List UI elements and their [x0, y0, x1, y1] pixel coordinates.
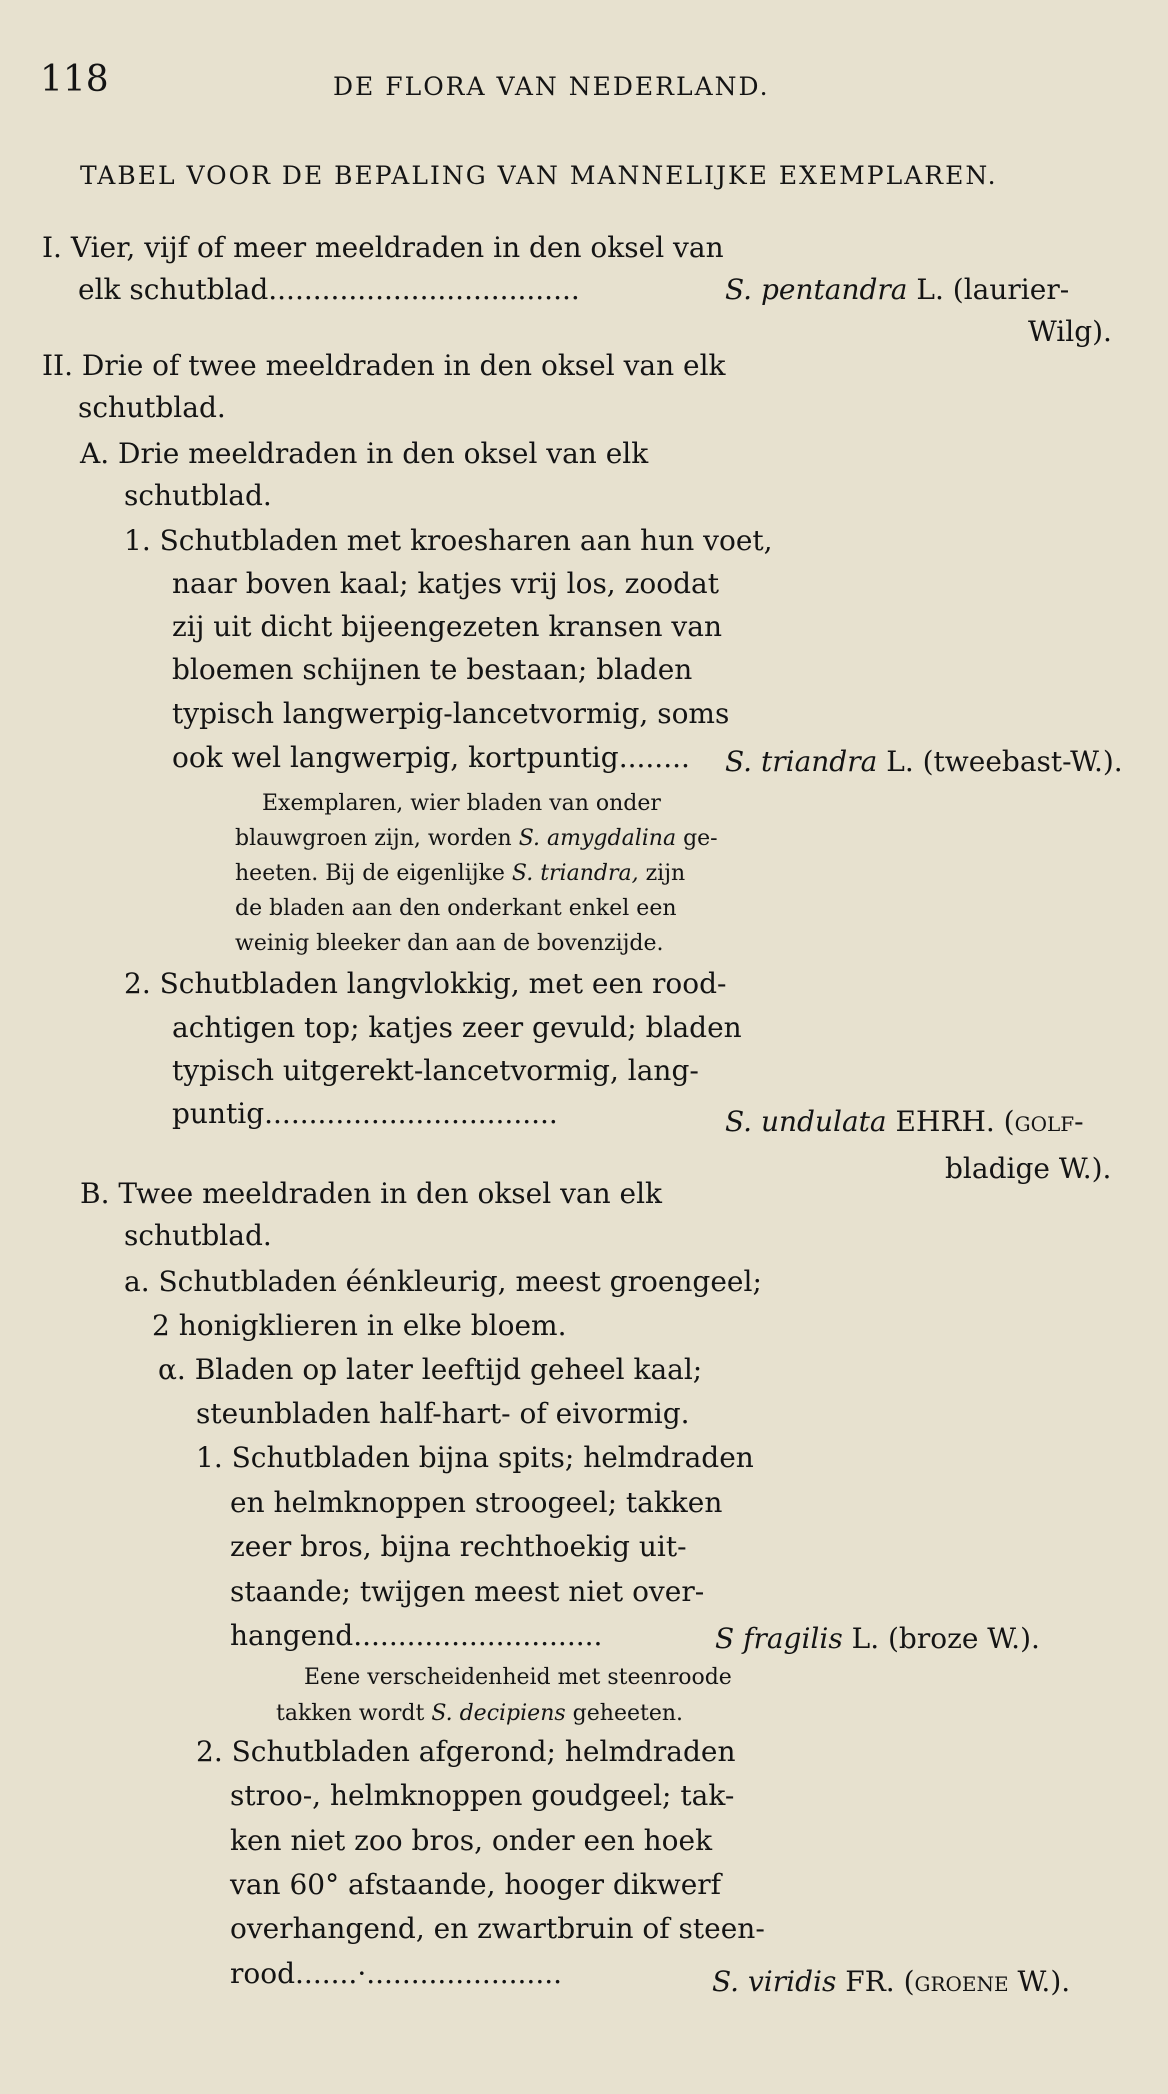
- key-line: a. Schutbladen éénkleurig, meest groengeel;: [124, 1265, 762, 1298]
- note-line: blauwgroen zijn, worden S. amygdalina ge-: [235, 826, 718, 851]
- running-title: DE FLORA VAN NEDERLAND.: [333, 72, 770, 101]
- species-name: S. undulata: [725, 1105, 887, 1138]
- key-line: ken niet zoo bros, onder een hoek: [230, 1824, 713, 1857]
- page-number: 118: [40, 59, 109, 100]
- note-line: weinig bleeker dan aan de bovenzijde.: [235, 931, 664, 956]
- key-line: naar boven kaal; katjes vrij los, zoodat: [172, 567, 719, 600]
- key-line: achtigen top; katjes zeer gevuld; bladen: [172, 1011, 742, 1044]
- key-line: overhangend, en zwartbruin of steen-: [230, 1912, 765, 1945]
- key-line: 1. Schutbladen met kroesharen aan hun voet,: [124, 524, 773, 557]
- species-entry: [725, 745, 1123, 778]
- note-line: Exemplaren, wier bladen van onder: [262, 791, 661, 816]
- species-name: S. pentandra: [725, 273, 908, 306]
- species-entry: [715, 1622, 1040, 1655]
- key-line: 2. Schutbladen langvlokkig, met een rood-: [124, 967, 727, 1000]
- note-line: de bladen aan den onderkant enkel een: [235, 896, 677, 921]
- key-line: ook wel langwerpig, kortpuntig........: [172, 741, 690, 774]
- key-line: en helmknoppen stroogeel; takken: [230, 1486, 723, 1519]
- species-name: S fragilis: [715, 1622, 843, 1655]
- key-line: 1. Schutbladen bijna spits; helmdraden: [196, 1441, 754, 1474]
- table-title: TABEL VOOR DE BEPALING VAN MANNELIJKE EXEMPLAREN.: [80, 161, 998, 190]
- key-line: 2. Schutbladen afgerond; helmdraden: [196, 1735, 736, 1768]
- key-line: rood.......·......................: [230, 1957, 563, 1990]
- species-author: L. (tweebast-W.).: [886, 745, 1123, 778]
- note-line: Eene verscheidenheid met steenroode: [304, 1665, 732, 1690]
- key-line: typisch uitgerekt-lancetvormig, lang-: [172, 1054, 699, 1087]
- species-entry: [725, 1105, 1084, 1138]
- species-author: L. (laurier-: [916, 273, 1070, 306]
- key-line: 2 honigklieren in elke bloem.: [152, 1309, 567, 1342]
- key-line: zeer bros, bijna rechthoekig uit-: [230, 1530, 687, 1563]
- key-line: II. Drie of twee meeldraden in den oksel van elk: [42, 349, 726, 382]
- key-line: stroo-, helmknoppen goudgeel; tak-: [230, 1779, 735, 1812]
- key-line: α. Bladen op later leeftijd geheel kaal;: [158, 1353, 703, 1386]
- key-line: zij uit dicht bijeengezeten kransen van: [172, 610, 722, 643]
- species-entry: [725, 273, 1070, 306]
- key-line: bladige W.).: [945, 1152, 1112, 1185]
- species-entry: [712, 1965, 1071, 1998]
- key-line: staande; twijgen meest niet over-: [230, 1575, 705, 1608]
- species-author: L. (broze W.).: [851, 1622, 1040, 1655]
- species-name: S. amygdalina: [518, 826, 677, 851]
- key-line: hangend............................: [230, 1619, 603, 1652]
- key-line: A. Drie meeldraden in den oksel van elk: [80, 437, 649, 470]
- key-line: schutblad.: [124, 1219, 272, 1252]
- key-line: I. Vier, vijf of meer meeldraden in den oksel van: [42, 231, 724, 264]
- species-name: S. triandra: [725, 745, 878, 778]
- species-author: EHRH. (golf-: [895, 1105, 1084, 1138]
- key-line: elk schutblad...................................: [78, 273, 580, 306]
- key-line: bloemen schijnen te bestaan; bladen: [172, 653, 693, 686]
- species-name: S. viridis: [712, 1965, 837, 1998]
- note-line: heeten. Bij de eigenlijke S. triandra, zijn: [235, 861, 686, 886]
- key-line: B. Twee meeldraden in den oksel van elk: [80, 1177, 663, 1210]
- species-name: S. triandra,: [511, 861, 639, 886]
- species-name: S. decipiens: [431, 1701, 566, 1726]
- note-line: takken wordt S. decipiens geheeten.: [276, 1701, 684, 1726]
- key-line: Wilg).: [1028, 315, 1112, 348]
- key-line: steunbladen half-hart- of eivormig.: [196, 1397, 690, 1430]
- key-line: schutblad.: [78, 391, 226, 424]
- key-line: schutblad.: [124, 479, 272, 512]
- key-line: puntig.................................: [172, 1097, 558, 1130]
- key-line: typisch langwerpig-lancetvormig, soms: [172, 697, 730, 730]
- key-line: van 60° afstaande, hooger dikwerf: [230, 1868, 722, 1901]
- species-author: FR. (groene W.).: [845, 1965, 1071, 1998]
